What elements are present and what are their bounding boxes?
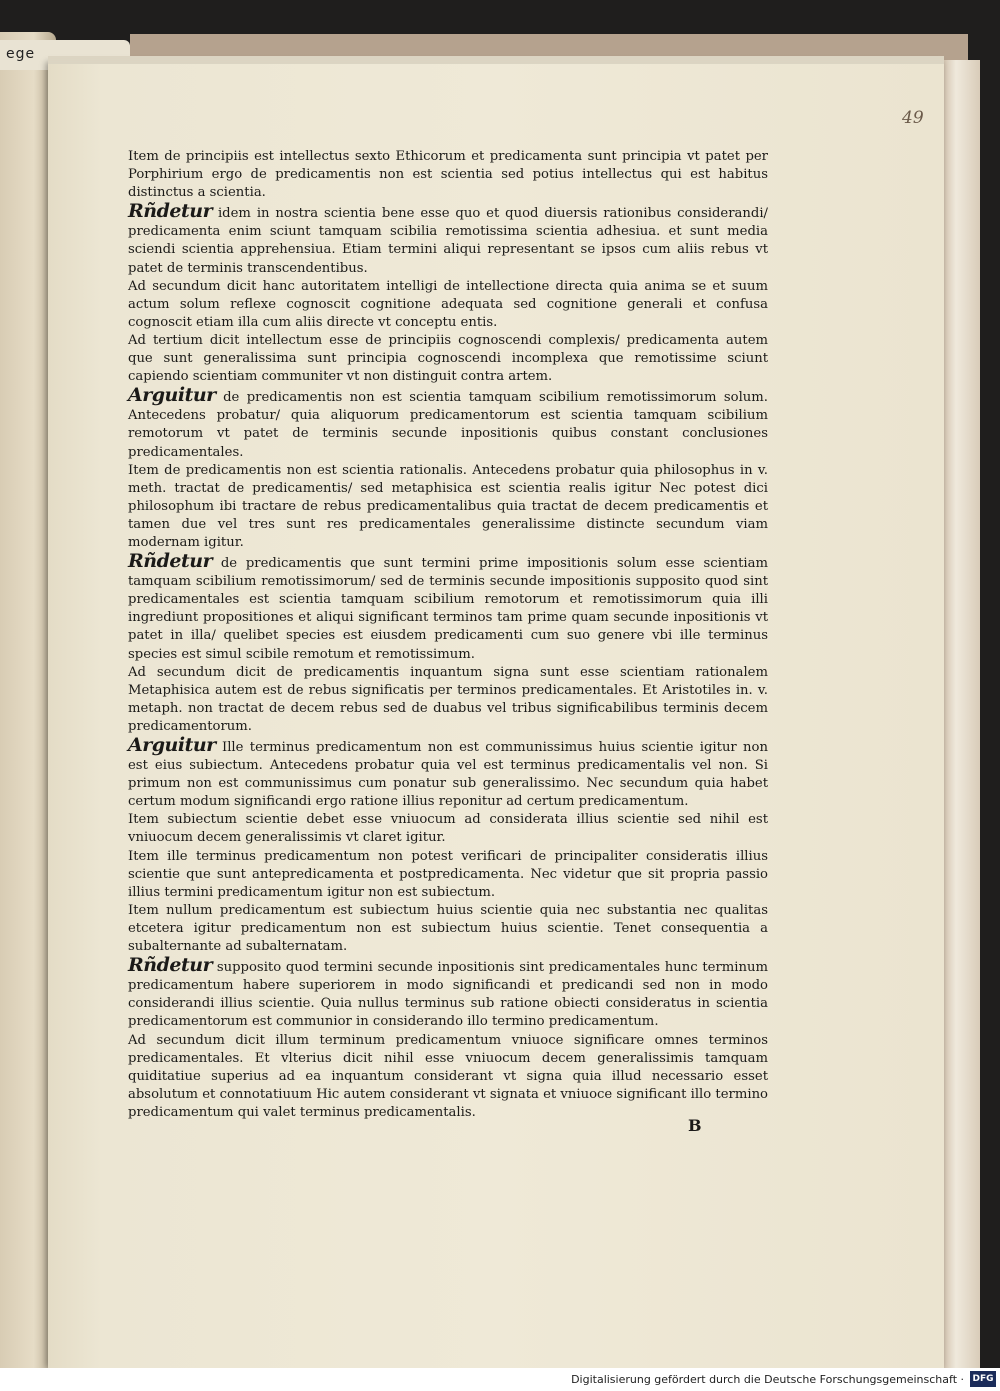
paragraph-text: Ad secundum dicit illum terminum predicamentum vniuoce significare omnes terminos predicamentales. Et vlterius dicit nihil esse vniuocum decem generalissimis tamquam quiditatiue superius ad ea inquantum considerant vt signa quia illud necessario esset absolutum et connotatiuum Hic autem considerant vt signata et vniuoce significant illo termino predicamentum qui valet terminus predicamentalis. [128,1032,768,1120]
paragraph [128,736,768,811]
paragraph-text: idem in nostra scientia bene esse quo et quod diuersis rationibus considerandi/ predicamenta enim sciunt tamquam scibilia remotissima scientia adhesiua. et sunt media sciendi scientia apprehensiua. Etiam termini aliqui representant se ipsos cum aliis rebus vt patet de terminis transcendentibus. [128,206,768,276]
left-tab-text: ege [6,46,36,62]
paragraph [128,811,768,847]
paragraph [128,664,768,736]
paragraph [128,902,768,956]
paragraph-text: Ad tertium dicit intellectum esse de principiis cognoscendi complexis/ predicamenta autem que sunt generalissima sunt principia cognoscendi incomplexa que remotissime sciunt capiendo scientiam communiter vt non distinguit contra artem. [128,332,768,385]
paragraph-text: Ille terminus predicamentum non est communissimus huius scientie igitur non est eius subiectum. Antecedens probatur quia vel est terminus predicamentalis vel non. Si primum non est communissimus cum ponatur sub generalissimo. Nec secundum quia habet certum modum significandi ergo ratione illius reponitur ad certum predicamentum. [128,740,768,810]
paragraph-text: Item de predicamentis non est scientia rationalis. Antecedens probatur quia philosophus in v. meth. tractat de predicamentis/ sed metaphisica est scientia realis igitur Nec potest dici philosophum ibi tractare de rebus predicamentalibus quia tractat de decem predicamentis et tamen due vel tres sunt res predicamentales generalissime distincte secundum viam modernam igitur. [128,462,768,550]
paragraph-text: Item de principiis est intellectus sexto Ethicorum et predicamenta sunt principia vt patet per Porphirium ergo de predicamentis non est scientia sed potius intellectus qui est habitus distinctus a scientia. [128,149,768,201]
paragraph-text: Ad secundum dicit hanc autoritatem intelligi de intellectione directa quia anima se et suum actum solum reflexe cognoscit cognitione adequata sed cognitione generali et confusa cognoscit etiam illa cum aliis directe vt conceptu entis. [128,278,768,330]
paragraph-text: Item subiectum scientie debet esse vniuocum ad considerata illius scientie sed nihil est vniuocum decem generalissimis vt claret igitur. [128,812,768,846]
paragraph [128,552,768,664]
paragraph-text: de predicamentis que sunt termini prime impositionis solum esse scientiam tamquam scibilium remotissimorum/ sed de terminis secunde impositionis supposito quod sint predicamentales est scientia tamquam scibilium remotorum et remotissimorum quia illi ingrediunt propositiones et aliqui significant terminos tam prime quam secunde inpositionis vt patet in illa/ quelibet species est eiusdem predicamenti cum suo genere vbi ille terminus species est simul scibile remotum et remotissimum. [128,556,768,662]
paragraph [128,956,768,1031]
paragraph [128,332,768,386]
paragraph [128,148,768,202]
paragraph-lead-word: Rñdetur [128,200,213,223]
folio-number: 49 [902,108,924,128]
paragraph-text: Ad secundum dicit de predicamentis inquantum signa sunt esse scientiam rationalem Metaphisica autem est de rebus significatis per terminos predicamentales. Et Aristotiles in. v. metaph. non tractat de decem rebus sed de duabus vel tribus significabilibus terminis decem predicamentorum. [128,664,768,734]
paragraph-lead-word: Arguitur [128,734,216,756]
paragraph-text: de predicamentis non est scientia tamquam scibilium remotissimorum solum. Antecedens probatur/ quia aliquorum predicamentorum est scientia tamquam scibilium remotorum vt patet de terminis secunde inpositionis quibus constant conclusiones predicamentales. [128,390,768,460]
paragraph-text: Item nullum predicamentum est subiectum huius scientie quia nec substantia nec qualitas etcetera igitur predicamentum non est subiectum huius scientie. Tenet consequentia a subalternante ad subalternatam. [128,902,768,955]
page-stack-edge [48,56,944,64]
text-block [128,148,768,1122]
paragraph [128,278,768,332]
dfg-logo: DFG [970,1371,996,1387]
paragraph-lead-word: Arguitur [128,384,216,407]
paragraph-text: supposito quod termini secunde inpositionis sint predicamentales hunc terminum predicamentum habere superiorem in modo significandi et predicandi sed non in modo considerandi illius scientie. Quia nullus terminus sub ratione obiecti consideratus in scientia predicamentorum est communior in considerando illo termino predicamentum. [128,960,768,1030]
footer [0,1368,1000,1391]
paragraph-lead-word: Rñdetur [128,954,213,977]
paragraph [128,386,768,461]
paragraph [128,848,768,902]
catchword: B [688,1116,702,1135]
paragraph-lead-word: Rñdetur [128,550,213,573]
paragraph-text: Item ille terminus predicamentum non potest verificari de principaliter consideratis illius scientie que sunt antepredicamenta et postpredicamenta. Nec videtur que sit propria passio illius termini predicamentum igitur non est subiectum. [128,848,768,900]
paragraph [128,462,768,552]
footer-credit: Digitalisierung gefördert durch die Deutsche Forschungsgemeinschaft · [571,1373,964,1386]
book-board-edge [940,60,980,1368]
paragraph [128,1032,768,1122]
paragraph [128,202,768,277]
